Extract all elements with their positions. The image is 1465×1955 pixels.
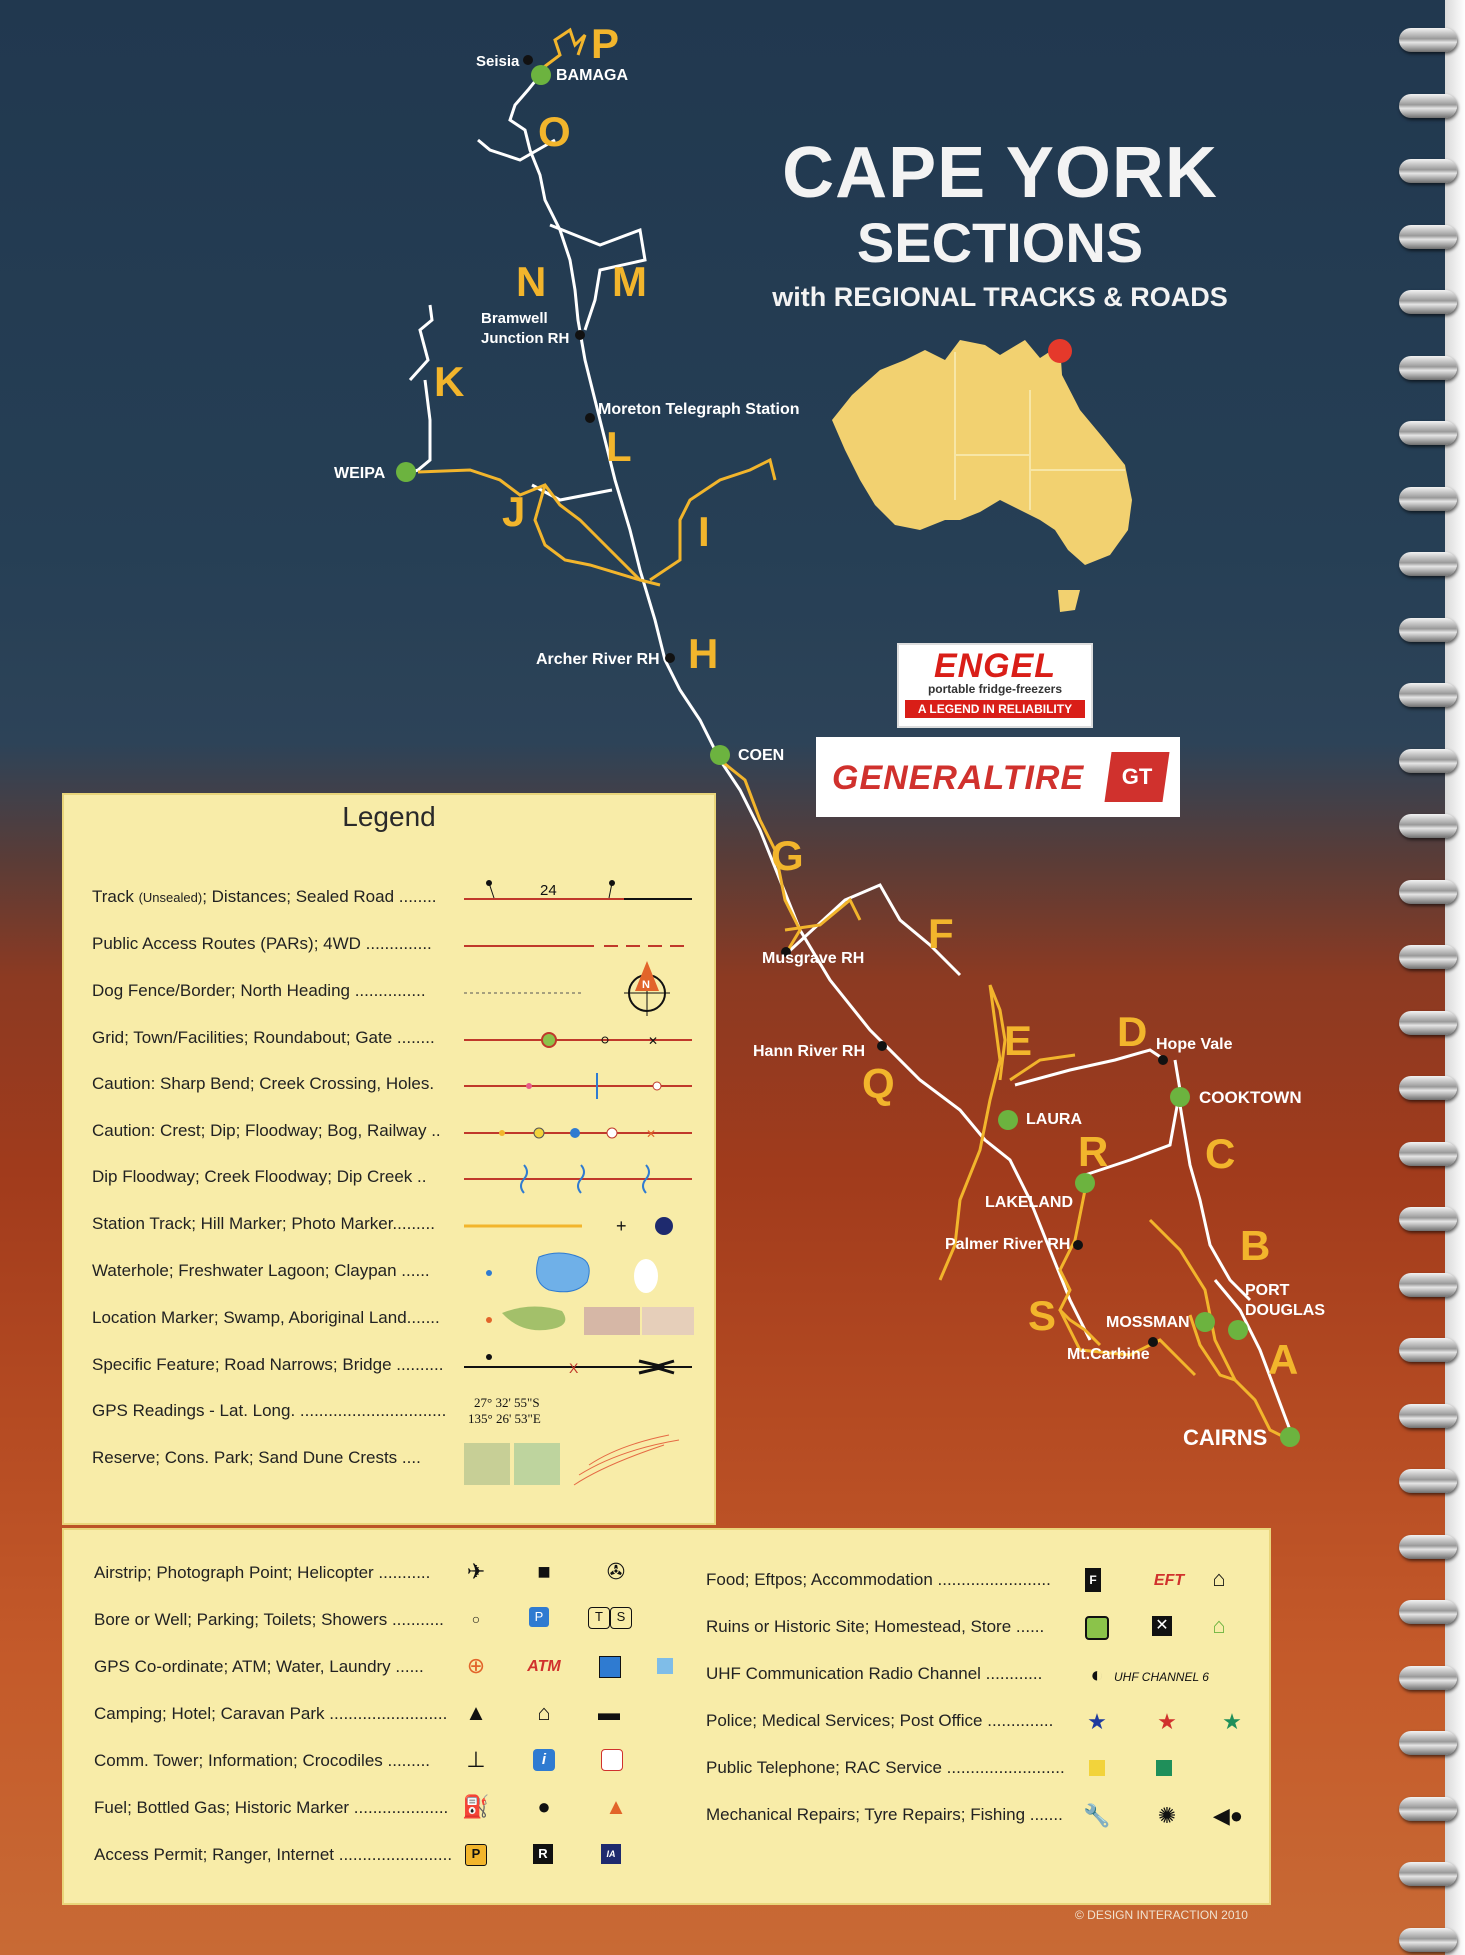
access-permit-icon: P	[465, 1844, 487, 1866]
legend-row: Public Access Routes (PARs); 4WD ..............	[92, 934, 432, 953]
camping-icon: ▲	[465, 1700, 487, 1725]
place-label: Seisia	[476, 53, 520, 70]
binding-ring	[1399, 1076, 1457, 1100]
binding-ring	[1399, 552, 1457, 576]
binding-ring	[1399, 421, 1457, 445]
binding-ring	[1399, 1469, 1457, 1493]
hotel-icon: ⌂	[537, 1700, 551, 1725]
binding-ring	[1399, 880, 1457, 904]
mechanical-repairs-icon: 🔧	[1083, 1803, 1111, 1828]
binding-ring	[1399, 683, 1457, 707]
engel-logo	[897, 643, 1093, 728]
legend-panel	[62, 793, 716, 1525]
uhf-radio-icon: ◐	[1090, 1662, 1104, 1687]
historic-site-icon: ✕	[1152, 1616, 1172, 1636]
section-letter: D	[1117, 1008, 1148, 1055]
binding-ring	[1399, 1207, 1457, 1231]
gt-badge-text: GT	[1121, 764, 1153, 789]
water-icon	[599, 1656, 621, 1678]
place-label: LAKELAND	[985, 1194, 1073, 1211]
binding-ring	[1399, 1338, 1457, 1362]
section-letter: G	[771, 832, 804, 879]
section-letter: A	[1268, 1336, 1299, 1383]
place-label: Moreton Telegraph Station	[598, 401, 800, 418]
binding-ring	[1399, 290, 1457, 314]
gt-badge-icon	[1104, 752, 1169, 802]
page-tagline: with REGIONAL TRACKS & ROADS	[772, 282, 1228, 312]
legend-row: GPS Readings - Lat. Long. ...............................	[92, 1401, 447, 1420]
facility-legend-row: Access Permit; Ranger, Internet ........................	[94, 1845, 453, 1864]
place-label: Mt.Carbine	[1067, 1346, 1150, 1363]
place-label: COEN	[738, 747, 785, 764]
legend-row: Reserve; Cons. Park; Sand Dune Crests ....	[92, 1448, 421, 1467]
legend-row-label: Track	[92, 887, 139, 906]
section-letter: J	[502, 488, 526, 535]
page-title: CAPE YORK	[782, 133, 1218, 213]
place-label: Musgrave RH	[762, 950, 865, 967]
binding-ring	[1399, 1600, 1457, 1624]
place-label: DOUGLAS	[1245, 1302, 1325, 1319]
place-label: BAMAGA	[556, 67, 628, 84]
binding-ring	[1399, 1011, 1457, 1035]
place-label: LAURA	[1026, 1111, 1082, 1128]
ranger-icon: R	[533, 1844, 553, 1864]
facility-legend-row: Airstrip; Photograph Point; Helicopter ...........	[94, 1563, 431, 1582]
ruins-icon	[1085, 1616, 1109, 1640]
svg-text:X: X	[569, 1360, 579, 1376]
parking-icon: P	[529, 1607, 549, 1627]
showers-icon: S	[610, 1607, 632, 1629]
place-label: Hope Vale	[1156, 1036, 1233, 1053]
atm-icon: ATM	[527, 1658, 561, 1675]
facility-legend-row: Bore or Well; Parking; Toilets; Showers ...........	[94, 1610, 444, 1629]
binding-ring	[1399, 487, 1457, 511]
bottled-gas-icon: ●	[537, 1794, 551, 1819]
facility-legend-row: Food; Eftpos; Accommodation ........................	[706, 1570, 1051, 1589]
place-label: PORT	[1245, 1282, 1290, 1299]
public-telephone-icon	[1089, 1760, 1105, 1776]
legend-row: Location Marker; Swamp, Aboriginal Land.......	[92, 1308, 440, 1327]
section-letter: Q	[862, 1060, 895, 1107]
camera-icon: ■	[537, 1559, 551, 1584]
legend-row: Waterhole; Freshwater Lagoon; Claypan ......	[92, 1261, 430, 1280]
gps-lat: 27° 32' 55"S	[474, 1395, 540, 1410]
place-label: Bramwell	[481, 310, 548, 327]
accommodation-icon: ⌂	[1212, 1566, 1226, 1591]
police-icon: ★	[1087, 1709, 1107, 1734]
helicopter-icon: ✇	[606, 1559, 626, 1584]
binding-ring	[1399, 814, 1457, 838]
information-icon: i	[533, 1749, 555, 1771]
legend-row: Caution: Crest; Dip; Floodway; Bog, Railway ..	[92, 1121, 441, 1140]
binding-ring	[1399, 1797, 1457, 1821]
facility-legend-row: Ruins or Historic Site; Homestead, Store ......	[706, 1617, 1045, 1636]
section-letter: S	[1028, 1292, 1057, 1339]
legend-row-label-small: (Unsealed)	[138, 890, 203, 905]
facilities-legend-panel	[62, 1528, 1271, 1905]
place-label: Junction RH	[481, 330, 570, 347]
fuel-icon: ⛽	[462, 1794, 490, 1819]
facility-legend-row: Public Telephone; RAC Service .........................	[706, 1758, 1065, 1777]
binding-ring	[1399, 1928, 1457, 1952]
binding-ring	[1399, 1862, 1457, 1886]
engel-logo-text: ENGEL	[933, 647, 1057, 685]
facility-legend-row: Comm. Tower; Information; Crocodiles .........	[94, 1751, 431, 1770]
section-letter: O	[538, 108, 571, 155]
place-label: CAIRNS	[1183, 1425, 1268, 1450]
binding-ring	[1399, 28, 1457, 52]
tyre-repairs-icon: ✺	[1157, 1803, 1177, 1828]
rac-service-icon	[1156, 1760, 1172, 1776]
airstrip-icon: ✈	[466, 1559, 486, 1584]
post-office-icon: ★	[1222, 1709, 1242, 1734]
section-letter: R	[1078, 1128, 1109, 1175]
facility-legend-row: Police; Medical Services; Post Office ..............	[706, 1711, 1054, 1730]
general-tire-logo	[816, 737, 1180, 817]
section-letter: K	[434, 358, 465, 405]
internet-icon: IA	[601, 1844, 621, 1864]
general-tire-text: GENERALTIRE	[832, 759, 1085, 797]
crocodile-icon	[601, 1749, 623, 1771]
binding-ring	[1399, 1731, 1457, 1755]
laundry-icon	[657, 1658, 673, 1674]
binding-ring	[1399, 1142, 1457, 1166]
comm-tower-icon: ⊥	[466, 1747, 486, 1772]
section-letter: F	[928, 910, 954, 957]
facility-legend-row: Fuel; Bottled Gas; Historic Marker ....................	[94, 1798, 449, 1817]
legend-row: Caution: Sharp Bend; Creek Crossing, Holes.	[92, 1074, 435, 1093]
place-label: MOSSMAN	[1106, 1314, 1190, 1331]
section-letter: E	[1004, 1017, 1033, 1064]
binding-ring	[1399, 749, 1457, 773]
eftpos-icon: EFT	[1153, 1572, 1185, 1589]
australia-inset-map	[832, 339, 1132, 612]
cape-york-marker	[1048, 339, 1072, 363]
place-label: COOKTOWN	[1199, 1088, 1302, 1107]
food-icon: F	[1085, 1568, 1101, 1592]
toilets-icon: T	[588, 1607, 610, 1629]
binding-ring	[1399, 356, 1457, 380]
north-label: N	[642, 979, 650, 991]
legend-row: Specific Feature; Road Narrows; Bridge ..........	[92, 1355, 444, 1374]
caravan-icon: ▬	[598, 1700, 620, 1725]
place-label: Archer River RH	[536, 651, 660, 668]
facility-legend-row: Mechanical Repairs; Tyre Repairs; Fishing .......	[706, 1805, 1063, 1824]
bore-well-icon: ○	[471, 1611, 481, 1627]
facility-legend-row: UHF Communication Radio Channel ............	[706, 1664, 1043, 1683]
homestead-icon: ⌂	[1212, 1613, 1226, 1638]
svg-text:+: +	[616, 1216, 627, 1236]
legend-row-label: ; Distances; Sealed Road ........	[202, 887, 437, 906]
legend-row: Dip Floodway; Creek Floodway; Dip Creek ..	[92, 1167, 427, 1186]
section-letter: N	[516, 258, 547, 305]
section-letter: L	[606, 423, 632, 470]
binding-ring	[1399, 618, 1457, 642]
binding-ring	[1399, 1666, 1457, 1690]
legend-row: Grid; Town/Facilities; Roundabout; Gate ........	[92, 1028, 435, 1047]
section-letter: C	[1205, 1130, 1236, 1177]
section-letter: I	[698, 508, 710, 555]
binding-ring	[1399, 159, 1457, 183]
uhf-channel-label: UHF CHANNEL 6	[1114, 1670, 1209, 1684]
section-letter: H	[688, 630, 719, 677]
medical-icon: ★	[1157, 1709, 1177, 1734]
section-letter: M	[612, 258, 647, 305]
copyright-credit: © DESIGN INTERACTION 2010	[1075, 1908, 1248, 1922]
binding-ring	[1399, 1273, 1457, 1297]
binding-ring	[1399, 945, 1457, 969]
fishing-icon: ◀●	[1212, 1803, 1244, 1828]
place-label: WEIPA	[334, 465, 386, 482]
legend-symbols	[64, 795, 714, 1523]
gps-long: 135° 26' 53"E	[468, 1411, 541, 1426]
section-letter: P	[591, 20, 620, 67]
place-label: Hann River RH	[753, 1043, 866, 1060]
legend-row: Dog Fence/Border; North Heading ...............	[92, 981, 426, 1000]
page-subtitle: SECTIONS	[856, 211, 1144, 274]
spiral-binding	[1395, 0, 1465, 1955]
binding-ring	[1399, 1535, 1457, 1559]
svg-text:✕: ✕	[648, 1034, 659, 1048]
facility-legend-row: Camping; Hotel; Caravan Park .........................	[94, 1704, 448, 1723]
binding-ring	[1399, 225, 1457, 249]
historic-marker-icon: ▲	[605, 1794, 627, 1819]
gps-coordinate-icon: ⊕	[466, 1653, 486, 1678]
engel-tagline: A LEGEND IN RELIABILITY	[905, 700, 1085, 718]
legend-title: Legend	[342, 801, 436, 832]
binding-ring	[1399, 1404, 1457, 1428]
facility-legend-row: GPS Co-ordinate; ATM; Water, Laundry ......	[94, 1657, 424, 1676]
binding-ring	[1399, 94, 1457, 118]
legend-row: Station Track; Hill Marker; Photo Marker.........	[92, 1214, 435, 1233]
legend-distance-value: 24	[540, 882, 557, 899]
place-label: Palmer River RH	[945, 1236, 1071, 1253]
engel-subtitle: portable fridge-freezers	[927, 682, 1063, 696]
svg-text:✕: ✕	[646, 1127, 657, 1141]
section-letter: B	[1240, 1222, 1271, 1269]
